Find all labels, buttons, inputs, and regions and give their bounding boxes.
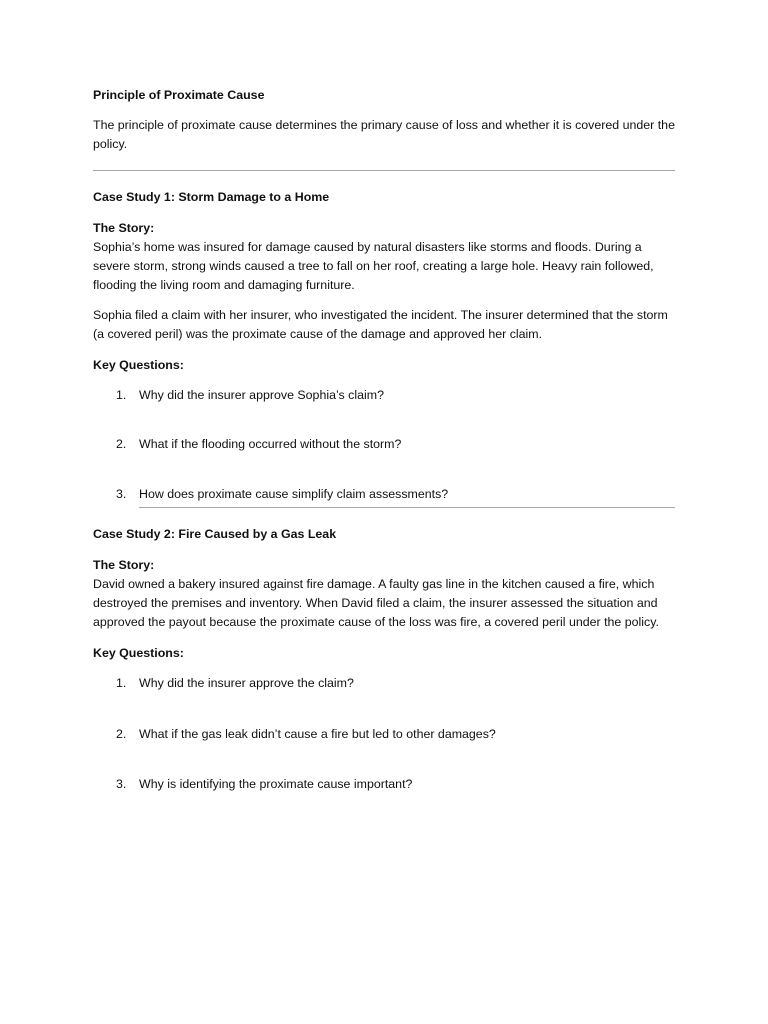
question-number: 2. bbox=[116, 727, 127, 741]
question-item bbox=[93, 386, 677, 405]
question-number: 3. bbox=[116, 777, 127, 791]
case-study-1-paragraph-1: Sophia’s home was insured for damage caused by natural disasters like storms and floods. During a severe storm, strong winds caused a tree to fall on her roof, creating a large hole. Heavy rain followed, flooding the living room and damaging furniture. bbox=[93, 240, 654, 292]
document-page bbox=[93, 86, 677, 794]
case-study-1-paragraph-2: Sophia filed a claim with her insurer, who investigated the incident. The insurer determined that the storm (a covered peril) was the proximate cause of the damage and approved her claim. bbox=[93, 308, 668, 341]
case-study-1-story-label: The Story: bbox=[93, 221, 155, 235]
case-study-1-title: Case Study 1: Storm Damage to a Home bbox=[93, 190, 330, 204]
question-item bbox=[93, 435, 677, 454]
question-item bbox=[93, 485, 677, 504]
case-study-2-key-questions-label: Key Questions: bbox=[93, 646, 184, 660]
question-text: What if the gas leak didn’t cause a fire but led to other damages? bbox=[139, 727, 496, 741]
case-study-2-paragraph-1: David owned a bakery insured against fire damage. A faulty gas line in the kitchen caused a fire, which destroyed the premises and inventory. When David filed a claim, the insurer assessed the situation and approved the payout because the proximate cause of the loss was fire, a covered peril under the policy. bbox=[93, 577, 659, 629]
question-text: How does proximate cause simplify claim assessments? bbox=[139, 487, 449, 501]
case-study-2-title: Case Study 2: Fire Caused by a Gas Leak bbox=[93, 527, 337, 541]
case-study-2-story-label: The Story: bbox=[93, 558, 155, 572]
question-item bbox=[93, 775, 677, 794]
question-text: Why did the insurer approve Sophia’s claim? bbox=[139, 388, 384, 402]
question-text: Why did the insurer approve the claim? bbox=[139, 676, 354, 690]
case-study-1 bbox=[93, 188, 677, 504]
question-text: Why is identifying the proximate cause important? bbox=[139, 777, 413, 791]
question-number: 3. bbox=[116, 487, 127, 501]
question-number: 2. bbox=[116, 437, 127, 451]
section-divider bbox=[139, 507, 675, 508]
case-study-1-key-questions-label: Key Questions: bbox=[93, 358, 184, 372]
document-title: Principle of Proximate Cause bbox=[93, 88, 265, 102]
section-divider bbox=[93, 170, 675, 171]
question-text: What if the flooding occurred without the storm? bbox=[139, 437, 402, 451]
question-item bbox=[93, 725, 677, 744]
question-item bbox=[93, 674, 677, 693]
case-study-1-question-list bbox=[93, 386, 677, 504]
case-study-2 bbox=[93, 525, 677, 794]
case-study-2-question-list bbox=[93, 674, 677, 794]
intro-paragraph: The principle of proximate cause determines the primary cause of loss and whether it is covered under the policy. bbox=[93, 118, 675, 151]
question-number: 1. bbox=[116, 676, 127, 690]
question-number: 1. bbox=[116, 388, 127, 402]
